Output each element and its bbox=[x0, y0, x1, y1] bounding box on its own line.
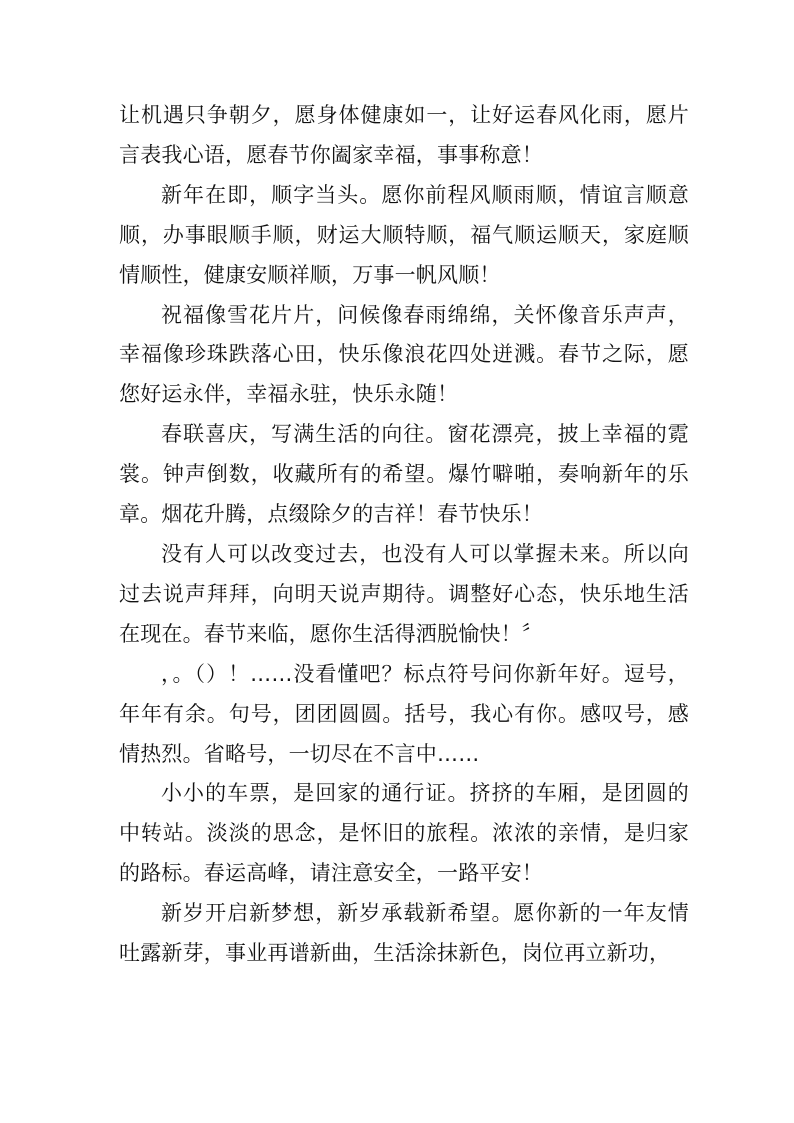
paragraph-3: 祝福像雪花片片，问候像春雨绵绵，关怀像音乐声声，幸福像珍珠跌落心田，快乐像浪花四处迸溅。春节之际，愿您好运永伴，幸福永驻，快乐永随！ bbox=[119, 302, 689, 407]
paragraph-8: 新岁开启新梦想，新岁承载新希望。愿你新的一年友情吐露新芽，事业再谱新曲，生活涂抹新色，岗位再立新功， bbox=[119, 901, 689, 966]
paragraph-2: 新年在即，顺字当头。愿你前程风顺雨顺，情谊言顺意顺，办事眼顺手顺，财运大顺特顺，福气顺运顺天，家庭顺情顺性，健康安顺祥顺，万事一帆风顺！ bbox=[119, 182, 689, 287]
paragraph-1: 让机遇只争朝夕，愿身体健康如一，让好运春风化雨，愿片言表我心语，愿春节你阖家幸福，事事称意！ bbox=[119, 103, 689, 167]
paragraph-7: 小小的车票，是回家的通行证。挤挤的车厢，是团圆的中转站。淡淡的思念，是怀旧的旅程。浓浓的亲情，是归家的路标。春运高峰，请注意安全，一路平安！ bbox=[119, 781, 689, 886]
paragraph-6: ，。（）！……没看懂吧？标点符号问你新年好。逗号，年年有余。句号，团团圆圆。括号，我心有你。感叹号，感情热烈。省略号，一切尽在不言中…… bbox=[119, 661, 689, 766]
paragraph-5: 没有人可以改变过去，也没有人可以掌握未来。所以向过去说声拜拜，向明天说声期待。调整好心态，快乐地生活在现在。春节来临，愿你生活得洒脱愉快！〞 bbox=[119, 541, 689, 646]
document-body bbox=[119, 96, 689, 974]
paragraph-4: 春联喜庆，写满生活的向往。窗花漂亮，披上幸福的霓裳。钟声倒数，收藏所有的希望。爆竹噼啪，奏响新年的乐章。烟花升腾，点缀除夕的吉祥！春节快乐！ bbox=[119, 422, 689, 527]
